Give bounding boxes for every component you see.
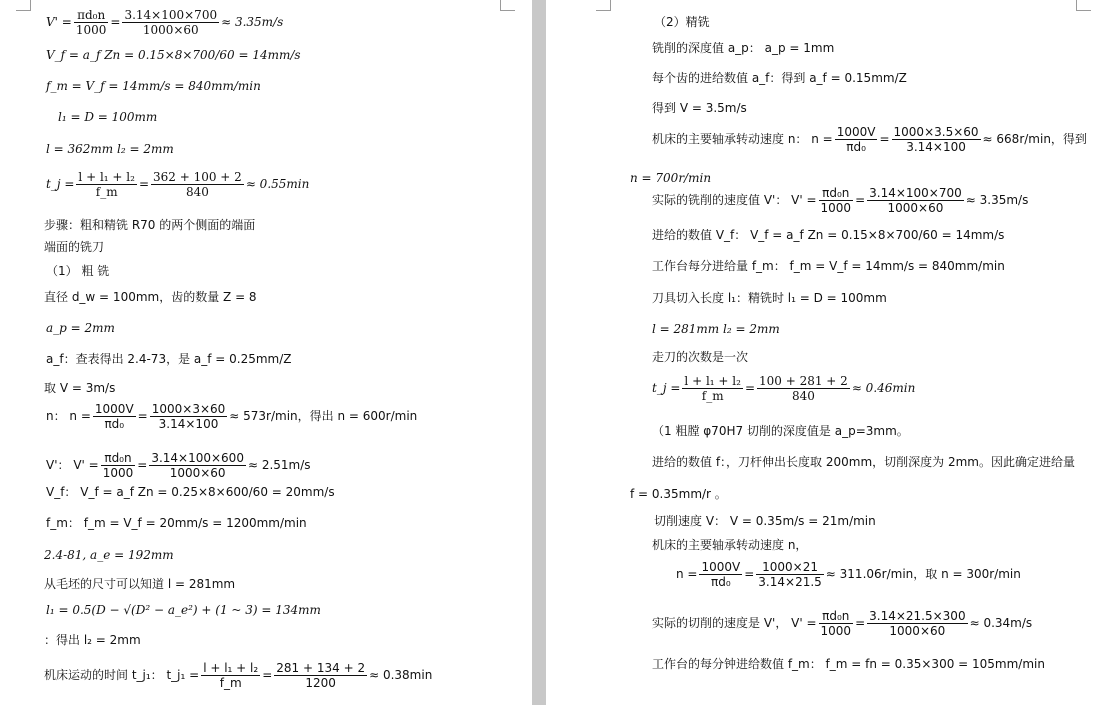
equation-lhs: 实际的切削的速度是 V'， V' =	[652, 616, 817, 630]
fraction-denominator: 1000×60	[169, 466, 226, 480]
fraction	[819, 609, 854, 638]
equation-rhs: ≈ 0.34m/s	[969, 616, 1033, 630]
fraction	[819, 186, 854, 215]
fraction	[867, 609, 967, 638]
equation-lhs: 机床的主要轴承转动速度 n： n =	[652, 132, 833, 146]
fraction-numerator: l + l₁ + l₂	[203, 661, 259, 675]
text-line: a_p = 2mm	[46, 321, 115, 335]
fraction-numerator: 1000V	[836, 125, 876, 139]
text-line: （1 粗膛 φ70H7 切削的深度值是 a_p=3mm。	[652, 424, 909, 438]
document-page-right	[546, 0, 1103, 705]
fraction-numerator: 3.14×21.5×300	[869, 609, 966, 623]
equals-sign: =	[744, 381, 755, 395]
equation-lhs: t_j =	[46, 177, 75, 191]
text-line	[46, 170, 309, 199]
text-line: a_f：查表得出 2.4-73，是 a_f = 0.25mm/Z	[46, 352, 292, 366]
text-line: 进给的数值 f：，刀杆伸出长度取 200mm，切削深度为 2mm。因此确定进给量	[652, 455, 1075, 469]
fraction	[74, 8, 109, 37]
equation-rhs: ≈ 573r/min，得出 n = 600r/min	[229, 409, 418, 423]
equation-rhs: ≈ 3.35m/s	[965, 193, 1029, 207]
text-line: （2）精铣	[654, 15, 710, 29]
equation-rhs: ≈ 0.46min	[851, 381, 916, 395]
fraction-denominator: πd₀	[711, 575, 731, 589]
fraction	[699, 560, 742, 589]
fraction-numerator: 1000×21	[756, 560, 824, 575]
fraction	[201, 661, 260, 690]
fraction-numerator: 1000×3×60	[151, 402, 226, 416]
fraction-denominator: 840	[185, 185, 209, 199]
text-line: 取 V = 3m/s	[44, 381, 116, 395]
page-gutter	[532, 0, 546, 705]
text-line	[46, 402, 417, 431]
equation-rhs: ≈ 2.51m/s	[247, 458, 311, 472]
text-line	[652, 374, 915, 403]
text-line: 刀具切入长度 l₁：精铣时 l₁ = D = 100mm	[652, 291, 887, 305]
text-line: n = 700r/min	[630, 171, 712, 185]
text-line: 工作台每分进给量 f_m： f_m = V_f = 14mm/s = 840mm/min	[652, 259, 1005, 273]
fraction	[101, 451, 136, 480]
document-page-left	[0, 0, 532, 705]
fraction-denominator: 3.14×21.5	[758, 575, 822, 589]
fraction	[122, 8, 219, 37]
text-line	[46, 451, 311, 480]
fraction-denominator: 1000×60	[887, 201, 944, 215]
fraction-numerator: 100 + 281 + 2	[759, 374, 848, 388]
fraction-numerator: 3.14×100×600	[151, 451, 244, 465]
equation-rhs: ≈ 3.35m/s	[221, 15, 284, 29]
equation-lhs: 实际的铣削的速度值 V'： V' =	[652, 193, 817, 207]
crop-mark-top-right	[1076, 0, 1091, 11]
text-line	[652, 125, 1087, 154]
fraction	[149, 451, 246, 480]
fraction-denominator: 1000	[75, 23, 107, 37]
equals-sign: =	[110, 15, 121, 29]
equals-sign: =	[262, 668, 273, 682]
text-line: ：得出 l₂ = 2mm	[44, 633, 141, 647]
equation-lhs: n =	[676, 567, 698, 581]
text-line: l = 362mm l₂ = 2mm	[46, 142, 174, 156]
equals-sign: =	[855, 193, 866, 207]
fraction	[274, 661, 367, 690]
fraction	[93, 402, 136, 431]
equals-sign: =	[855, 616, 866, 630]
text-line	[676, 560, 1021, 589]
fraction	[892, 125, 981, 154]
fraction-numerator: 1000×3.5×60	[893, 125, 979, 139]
equals-sign: =	[137, 458, 148, 472]
equals-sign: =	[137, 409, 148, 423]
fraction-denominator: πd₀	[104, 417, 125, 431]
equation-rhs: ≈ 0.55min	[245, 177, 310, 191]
fraction-denominator: f_m	[95, 185, 118, 199]
equation-rhs: ≈ 0.38min	[369, 668, 433, 682]
text-line: 2.4-81, a_e = 192mm	[44, 548, 174, 562]
text-line: l₁ = D = 100mm	[58, 110, 158, 124]
fraction-denominator: 1000	[820, 624, 852, 638]
fraction-denominator: 1000	[102, 466, 134, 480]
fraction-numerator: 1000V	[94, 402, 134, 416]
text-line: l = 281mm l₂ = 2mm	[652, 322, 780, 336]
text-line: f = 0.35mm/r 。	[630, 487, 727, 501]
fraction	[151, 170, 244, 199]
text-line	[652, 186, 1028, 215]
text-line	[652, 609, 1032, 638]
fraction-numerator: 3.14×100×700	[869, 186, 962, 200]
fraction-numerator: πd₀n	[101, 451, 136, 466]
equals-sign: =	[138, 177, 149, 191]
text-line: 铣削的深度值 a_p： a_p = 1mm	[652, 41, 835, 55]
fraction-numerator: l + l₁ + l₂	[684, 374, 741, 388]
fraction-denominator: 1000×60	[889, 624, 946, 638]
text-line: 进给的数值 V_f： V_f = a_f Zn = 0.15×8×700/60 = 14mm/s	[652, 228, 1005, 242]
equation-lhs: V' =	[46, 15, 72, 29]
fraction-numerator: πd₀n	[74, 8, 109, 23]
text-line: 端面的铣刀	[44, 240, 105, 254]
text-line: f_m： f_m = V_f = 20mm/s = 1200mm/min	[46, 516, 307, 530]
equation-lhs: 机床运动的时间 t_j₁： t_j₁ =	[44, 668, 200, 682]
fraction-numerator: l + l₁ + l₂	[78, 170, 135, 184]
fraction-denominator: 3.14×100	[158, 417, 219, 431]
text-line: 直径 d_w = 100mm，齿的数量 Z = 8	[44, 290, 257, 304]
fraction-numerator: 281 + 134 + 2	[276, 661, 366, 675]
equation-lhs: V'： V' =	[46, 458, 99, 472]
text-line: 机床的主要轴承转动速度 n，	[652, 538, 808, 552]
crop-mark-top-left	[16, 0, 31, 11]
fraction	[757, 374, 850, 403]
fraction-numerator: πd₀n	[819, 186, 854, 201]
text-line: V_f： V_f = a_f Zn = 0.25×8×600/60 = 20mm/s	[46, 485, 335, 499]
fraction-denominator: 1000×60	[142, 23, 199, 37]
equals-sign: =	[879, 132, 890, 146]
fraction	[867, 186, 964, 215]
text-line: （1） 粗 铣	[46, 264, 110, 278]
fraction-denominator: πd₀	[846, 140, 866, 154]
fraction-numerator: πd₀n	[819, 609, 854, 624]
fraction-denominator: f_m	[701, 389, 724, 403]
fraction-denominator: f_m	[219, 676, 242, 690]
fraction-numerator: 1000V	[701, 560, 741, 574]
crop-mark-top-right	[500, 0, 515, 11]
text-line: 得到 V = 3.5m/s	[652, 101, 747, 115]
equals-sign: =	[744, 567, 755, 581]
text-line: l₁ = 0.5(D − √(D² − a_e²) + (1 ~ 3) = 134mm	[46, 603, 321, 617]
fraction	[150, 402, 228, 431]
text-line: 走刀的次数是一次	[652, 350, 749, 364]
fraction-numerator: 3.14×100×700	[124, 8, 218, 22]
equation-lhs: n： n =	[46, 409, 91, 423]
text-line: 每个齿的进给数值 a_f：得到 a_f = 0.15mm/Z	[652, 71, 907, 85]
equation-lhs: t_j =	[652, 381, 681, 395]
text-line	[44, 661, 432, 690]
text-line: V_f = a_f Zn = 0.15×8×700/60 = 14mm/s	[46, 48, 301, 62]
fraction	[756, 560, 824, 589]
crop-mark-top-left	[596, 0, 611, 11]
fraction-denominator: 840	[791, 389, 815, 403]
text-line: 切削速度 V： V = 0.35m/s = 21m/min	[654, 514, 876, 528]
equation-rhs: ≈ 668r/min，得到	[982, 132, 1087, 146]
equation-rhs: ≈ 311.06r/min，取 n = 300r/min	[825, 567, 1021, 581]
text-line	[46, 8, 283, 37]
text-line: 步骤：粗和精铣 R70 的两个侧面的端面	[44, 218, 256, 232]
text-line: 工作台的每分钟进给数值 f_m： f_m = fn = 0.35×300 = 105mm/min	[652, 657, 1045, 671]
fraction-denominator: 3.14×100	[906, 140, 966, 154]
fraction	[76, 170, 137, 199]
fraction-denominator: 1200	[305, 676, 336, 690]
fraction	[682, 374, 743, 403]
fraction-numerator: 362 + 100 + 2	[153, 170, 242, 184]
text-line: f_m = V_f = 14mm/s = 840mm/min	[46, 79, 261, 93]
fraction	[835, 125, 878, 154]
text-line: 从毛坯的尺寸可以知道 l = 281mm	[44, 577, 236, 591]
fraction-denominator: 1000	[820, 201, 852, 215]
